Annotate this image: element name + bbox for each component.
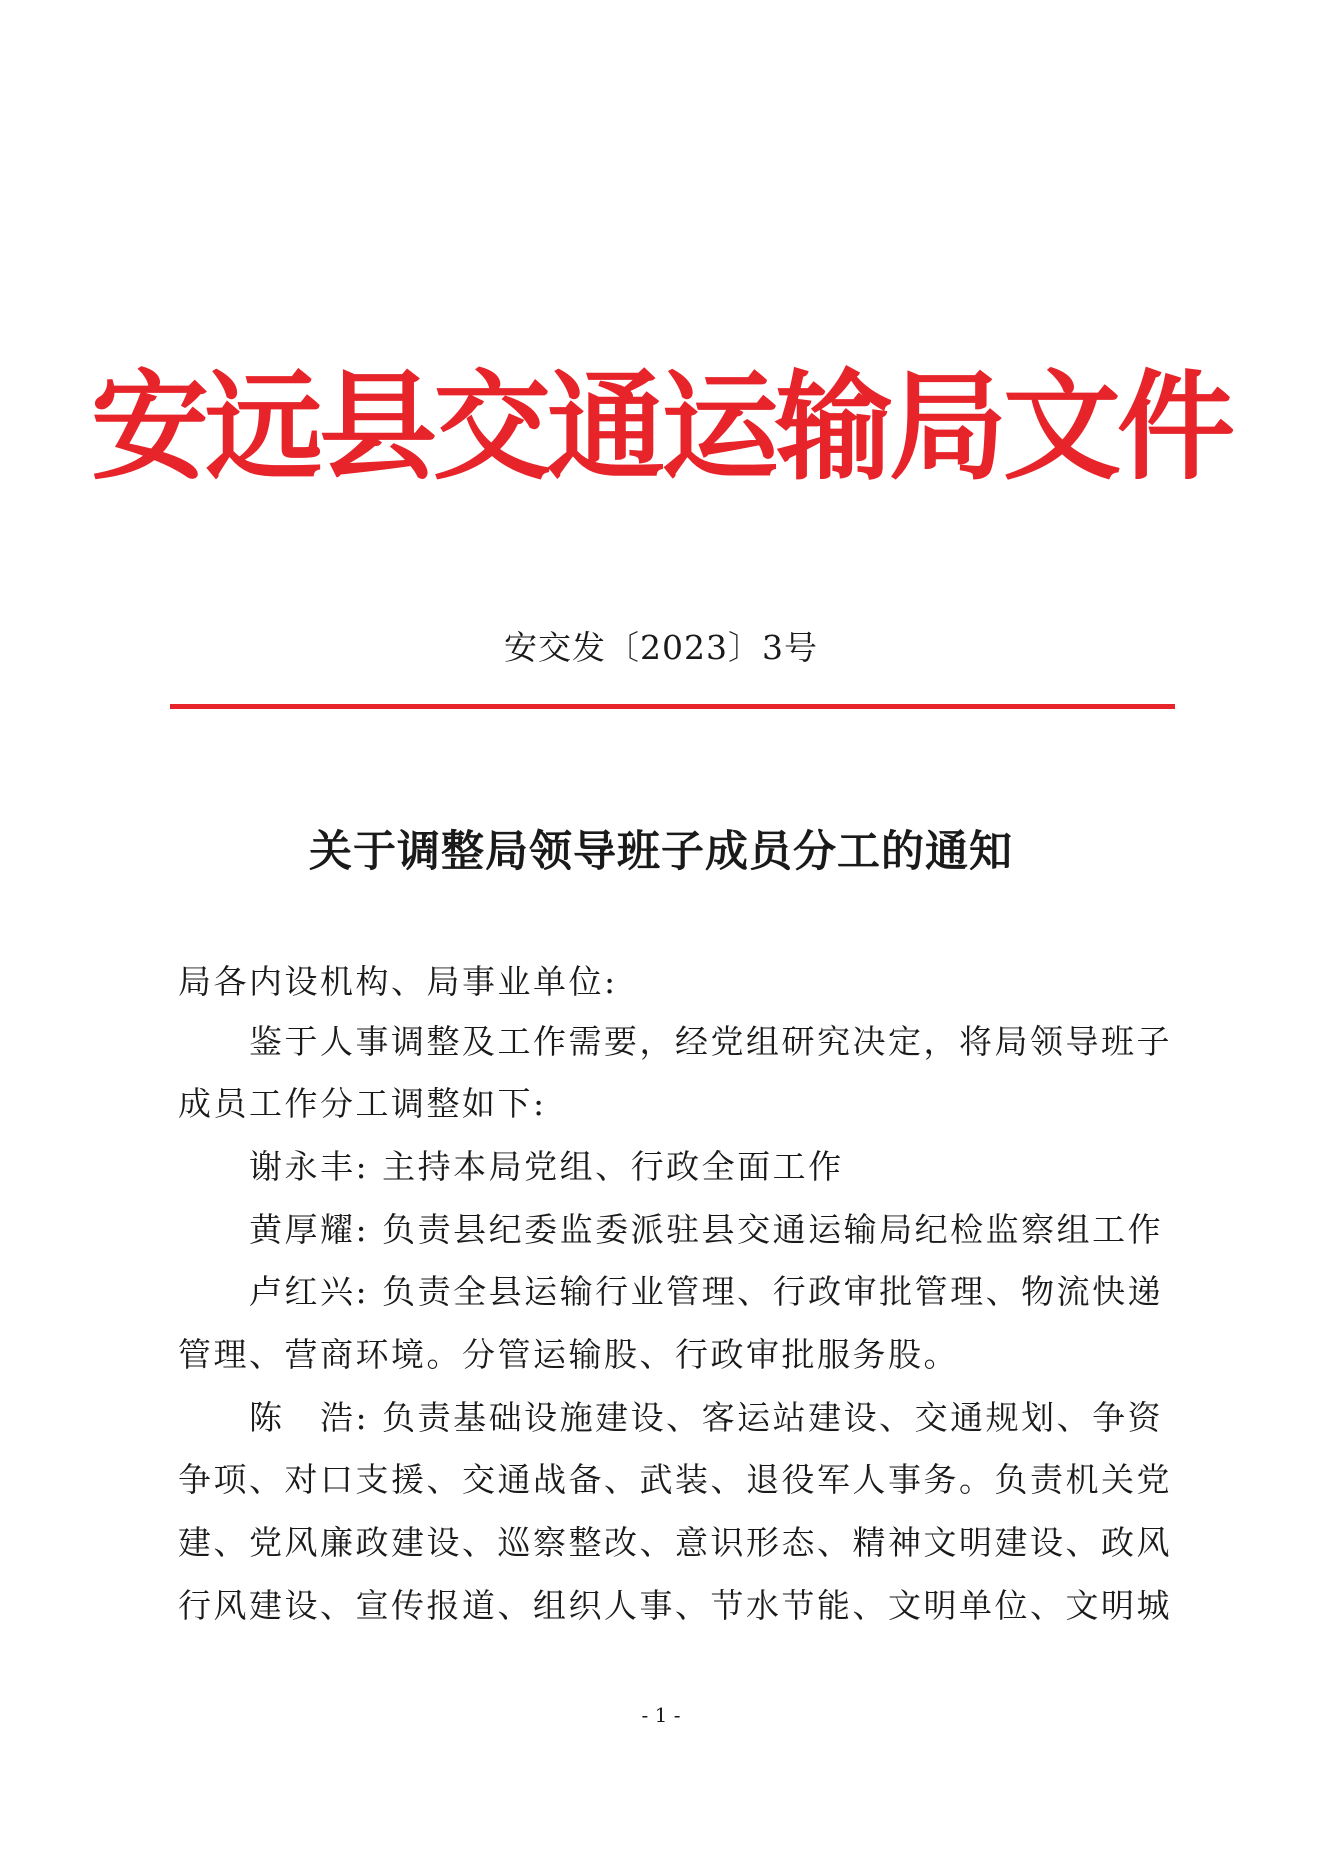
body-line-1: 鉴于人事调整及工作需要，经党组研究决定，将局领导班子: [249, 1022, 1172, 1061]
body-line-6: 管理、营商环境。分管运输股、行政审批服务股。: [178, 1335, 959, 1374]
body-line-3: 谢永丰: 主持本局党组、行政全面工作: [249, 1147, 844, 1186]
salutation: 局各内设机构、局事业单位:: [178, 962, 618, 1001]
body-line-2: 成员工作分工调整如下:: [178, 1084, 547, 1123]
body-line-5: 卢红兴: 负责全县运输行业管理、行政审批管理、物流快递: [249, 1272, 1164, 1311]
body-line-9: 建、党风廉政建设、巡察整改、意识形态、精神文明建设、政风: [178, 1523, 1172, 1562]
notice-title: 关于调整局领导班子成员分工的通知: [309, 827, 1013, 877]
body-line-8: 争项、对口支援、交通战备、武装、退役军人事务。负责机关党: [178, 1460, 1172, 1499]
body-line-7: 陈 浩: 负责基础设施建设、客运站建设、交通规划、争资: [249, 1398, 1164, 1437]
body-line-4: 黄厚耀: 负责县纪委监委派驻县交通运输局纪检监察组工作: [249, 1210, 1164, 1249]
issuer-masthead: 安远县交通运输局文件: [90, 357, 1231, 496]
page-number: - 1 -: [641, 1703, 681, 1727]
body-line-10: 行风建设、宣传报道、组织人事、节水节能、文明单位、文明城: [178, 1586, 1172, 1625]
document-number: 安交发〔2023〕3号: [504, 628, 818, 667]
red-separator-rule: [170, 704, 1175, 709]
